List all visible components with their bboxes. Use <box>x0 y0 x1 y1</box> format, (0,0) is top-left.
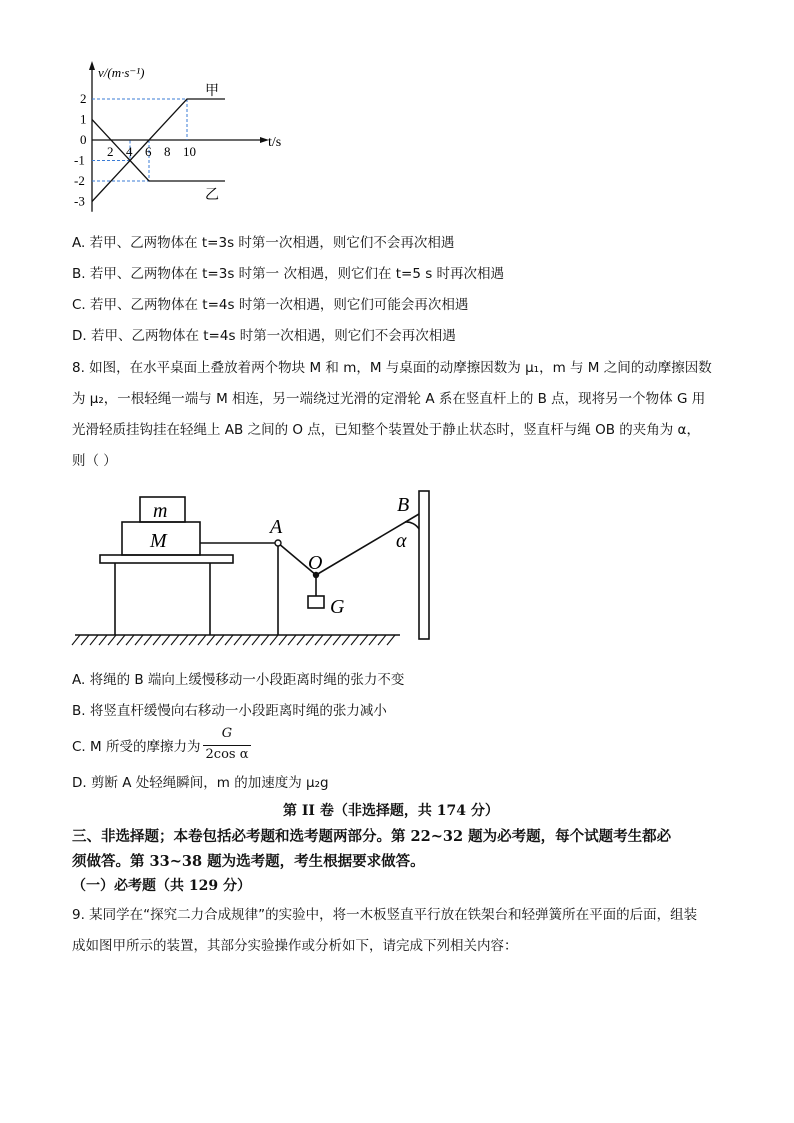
ground-hatch <box>153 635 161 645</box>
ground-hatch <box>270 635 278 645</box>
ground-hatch <box>333 635 341 645</box>
ground-hatch <box>360 635 368 645</box>
ground-hatch <box>99 635 107 645</box>
part2-title: 第 II 卷（非选择题，共 174 分） <box>283 803 499 819</box>
ground-hatch <box>180 635 188 645</box>
ground-hatch <box>81 635 89 645</box>
q7-option-c: C. 若甲、乙两物体在 t=4s 时第一次相遇，则它们可能会再次相遇 <box>72 297 469 313</box>
x-axis-label: t/s <box>268 135 282 150</box>
fraction-numerator: G <box>221 726 233 741</box>
ground-hatch <box>225 635 233 645</box>
y-axis-label: v/(m·s⁻¹) <box>98 65 145 80</box>
ground-hatch <box>297 635 305 645</box>
ground-hatch <box>261 635 269 645</box>
q7-option-b: B. 若甲、乙两物体在 t=3s 时第一 次相遇，则它们在 t=5 s 时再次相遇 <box>72 266 505 282</box>
ground-hatch <box>234 635 242 645</box>
label-alpha: α <box>396 530 407 552</box>
section3-line1: 三、非选择题；本卷包括必考题和选考题两部分。第 22~32 题为必考题，每个试题考生都必 <box>72 828 672 845</box>
ground-hatch <box>342 635 350 645</box>
q8-option-d: D. 剪断 A 处轻绳瞬间，m 的加速度为 μ₂g <box>72 775 329 791</box>
ground-hatch <box>162 635 170 645</box>
q8-option-b: B. 将竖直杆缓慢向右移动一小段距离时绳的张力减小 <box>72 703 387 719</box>
q8-option-a: A. 将绳的 B 端向上缓慢移动一小段距离时绳的张力不变 <box>72 672 405 688</box>
ground-hatch <box>90 635 98 645</box>
series-label-1: 甲 <box>205 84 219 99</box>
guide-2 <box>92 99 187 140</box>
series-label-2: 乙 <box>205 188 219 203</box>
ground-hatch <box>387 635 395 645</box>
q9-stem-line2: 成如图甲所示的装置，其部分实验操作或分析如下，请完成下列相关内容： <box>72 938 518 954</box>
label-m: m <box>153 500 168 522</box>
ground-hatch <box>369 635 377 645</box>
ground-hatch <box>117 635 125 645</box>
q7-option-d: D. 若甲、乙两物体在 t=4s 时第一次相遇，则它们不会再次相遇 <box>72 328 456 344</box>
ground-hatch <box>252 635 260 645</box>
pulley-diagram <box>70 485 450 655</box>
ground-hatch <box>171 635 179 645</box>
q9-stem-line1: 9. 某同学在“探究二力合成规律”的实验中，将一木板竖直平行放在铁架台和轻弹簧所在平面的后面，组装 <box>72 907 698 923</box>
q8-stem-line1: 8. 如图，在水平桌面上叠放着两个物块 M 和 m，M 与桌面的动摩擦因数为 μ₁，m 与 M 之间的动摩擦因数 <box>72 360 712 376</box>
label-O: O <box>308 552 323 574</box>
ground-hatch <box>216 635 224 645</box>
q7-option-a: A. 若甲、乙两物体在 t=3s 时第一次相遇，则它们不会再次相遇 <box>72 235 455 251</box>
y-tick-label: -1 <box>74 152 85 168</box>
label-M: M <box>150 530 167 552</box>
guide-minus2 <box>92 140 149 181</box>
label-G: G <box>330 596 345 618</box>
x-tick-label: 8 <box>164 144 171 159</box>
y-tick-label: 2 <box>80 91 87 106</box>
ground-hatch <box>306 635 314 645</box>
ground-hatch <box>279 635 287 645</box>
fraction-denominator: 2cos α <box>205 747 249 762</box>
ground-hatch <box>108 635 116 645</box>
section3-line2: 须做答。第 33~38 题为选考题，考生根据要求做答。 <box>72 853 425 870</box>
vt-chart <box>60 58 300 223</box>
q8-stem-line3: 光滑轻质挂钩挂在轻绳上 AB 之间的 O 点，已知整个装置处于静止状态时，竖直杆与绳 OB 的夹角为 α， <box>72 422 700 438</box>
y-tick-label: -3 <box>74 193 85 209</box>
ground-hatch <box>288 635 296 645</box>
y-tick-label: -2 <box>74 173 85 188</box>
label-B: B <box>397 494 410 516</box>
q8-option-c: C. M 所受的摩擦力为 <box>72 739 201 755</box>
ground-hatch <box>351 635 359 645</box>
q8-stem-line2: 为 μ₂，一根轻绳一端与 M 相连，另一端绕过光滑的定滑轮 A 系在竖直杆上的 B 点，现将另一个物体 G 用 <box>72 391 706 407</box>
ground-hatch <box>207 635 215 645</box>
y-tick-label: 0 <box>80 132 87 147</box>
ground-hatch <box>126 635 134 645</box>
x-tick-label: 2 <box>107 144 114 159</box>
ground-hatch <box>315 635 323 645</box>
ground-hatch <box>144 635 152 645</box>
ground-hatch <box>72 635 80 645</box>
ground-hatch <box>189 635 197 645</box>
fraction-bar <box>203 745 251 746</box>
required-section-title: （一）必考题（共 129 分） <box>72 878 251 894</box>
y-tick-label: 1 <box>80 111 87 127</box>
ground-hatch <box>198 635 206 645</box>
ground-hatch <box>378 635 386 645</box>
label-A: A <box>270 516 283 538</box>
x-tick-label: 6 <box>145 144 152 159</box>
x-tick-label: 10 <box>183 144 196 159</box>
ground-hatch <box>135 635 143 645</box>
ground-hatch <box>324 635 332 645</box>
q8-stem-line4: 则（ ） <box>72 453 117 469</box>
y-axis-arrow <box>89 61 95 70</box>
x-tick-label: 4 <box>126 144 133 159</box>
ground-hatch <box>243 635 251 645</box>
